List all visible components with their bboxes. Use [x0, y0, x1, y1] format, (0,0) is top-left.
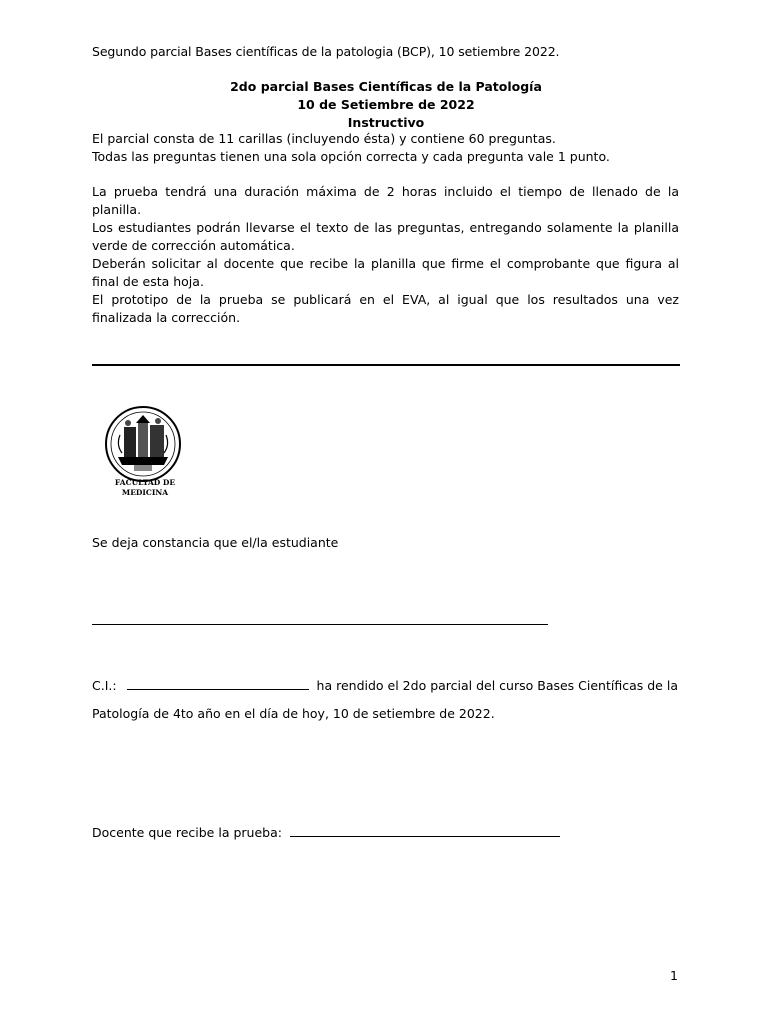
student-name-line[interactable] [92, 624, 548, 625]
teacher-signature-line[interactable] [290, 825, 560, 837]
ci-blank-line[interactable] [127, 678, 309, 690]
instruction-5: Deberán solicitar al docente que recibe la planilla que firme el comprobante que figura al final de esta hoja. [92, 256, 679, 289]
ci-statement: ha rendido el 2do parcial del curso Bases Científicas de la [316, 678, 678, 693]
page-header: Segundo parcial Bases científicas de la patologia (BCP), 10 setiembre 2022. [92, 44, 560, 59]
seal-label [100, 478, 190, 498]
instruction-2: Todas las preguntas tienen una sola opción correcta y cada pregunta vale 1 punto. [92, 149, 610, 164]
page-number: 1 [670, 968, 678, 983]
instruction-4: Los estudiantes podrán llevarse el texto de las preguntas, entregando solamente la planilla verde de corrección automática. [92, 220, 679, 253]
seal-label-line-1: FACULTAD DE [114, 478, 176, 487]
instruction-6: El prototipo de la prueba se publicará en el EVA, al igual que los resultados una vez finalizada la corrección. [92, 292, 679, 325]
ci-row [92, 678, 678, 693]
document-title [92, 78, 680, 132]
ci-label: C.I.: [92, 678, 117, 693]
title-line-2: 10 de Setiembre de 2022 [297, 97, 475, 112]
certificate-intro: Se deja constancia que el/la estudiante [92, 535, 339, 550]
teacher-row [92, 825, 560, 840]
seal-label-line-2: MEDICINA [121, 488, 169, 497]
certificate-line-2: Patología de 4to año en el día de hoy, 10 de setiembre de 2022. [92, 706, 495, 721]
faculty-seal-icon [104, 405, 182, 483]
teacher-label: Docente que recibe la prueba: [92, 825, 282, 840]
title-line-1: 2do parcial Bases Científicas de la Patología [230, 79, 542, 94]
instruction-1: El parcial consta de 11 carillas (incluyendo ésta) y contiene 60 preguntas. [92, 131, 556, 146]
section-divider [92, 364, 680, 366]
instruction-3: La prueba tendrá una duración máxima de 2 horas incluido el tiempo de llenado de la planilla. [92, 184, 679, 217]
title-line-3: Instructivo [347, 115, 425, 130]
